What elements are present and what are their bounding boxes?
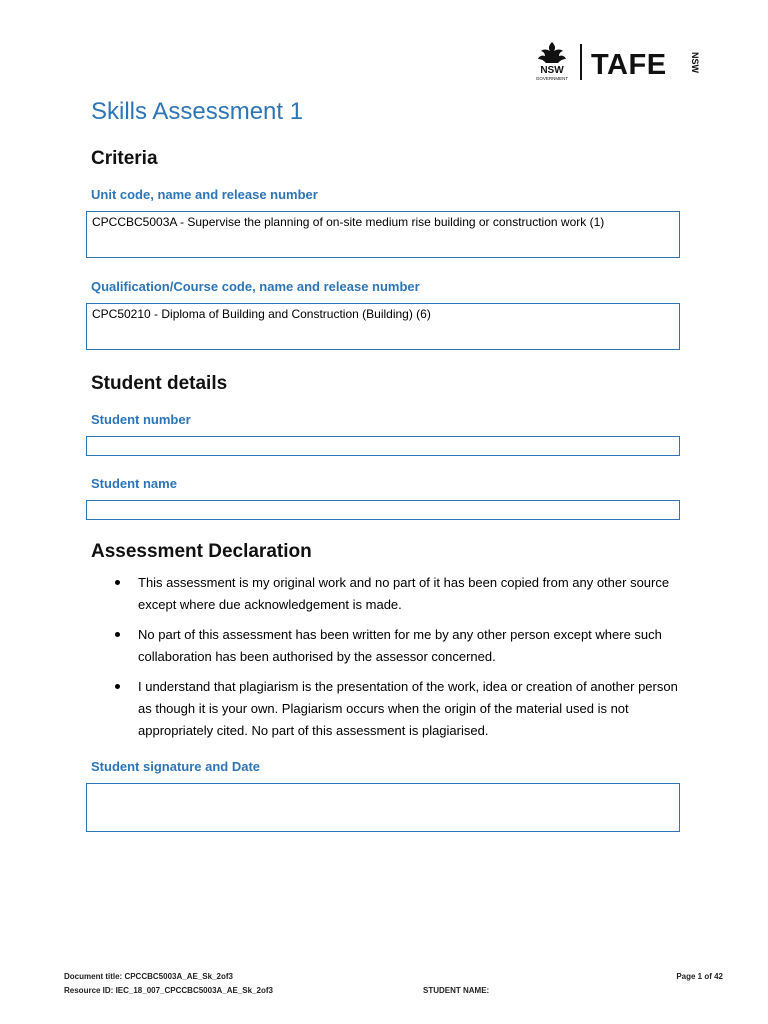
svg-text:NSW: NSW (690, 52, 700, 73)
footer-student-name: STUDENT NAME: (423, 986, 490, 995)
unit-value: CPCCBC5003A - Supervise the planning of on-site medium rise building or construction work (1) (92, 215, 605, 229)
qualification-value: CPC50210 - Diploma of Building and Construction (Building) (6) (92, 307, 431, 321)
student-name-value (87, 501, 679, 505)
student-details-heading: Student details (91, 373, 228, 394)
declaration-list (112, 572, 682, 750)
tafe-logo-text: TAFE (591, 49, 667, 81)
signature-field[interactable] (86, 783, 680, 832)
nsw-government-logo (530, 40, 574, 82)
student-name-field[interactable] (86, 500, 680, 520)
qualification-field[interactable] (86, 303, 680, 350)
footer-resource-id: Resource ID: IEC_18_007_CPCCBC5003A_AE_Sk_2of3 (64, 986, 273, 995)
qualification-label: Qualification/Course code, name and release number (91, 279, 420, 294)
bullet-icon (115, 580, 120, 585)
document-title: Skills Assessment 1 (91, 98, 304, 125)
declaration-item (112, 676, 682, 742)
logo-divider (580, 44, 582, 80)
unit-field[interactable] (86, 211, 680, 258)
criteria-heading: Criteria (91, 148, 158, 169)
footer-page-number: Page 1 of 42 (676, 972, 723, 981)
declaration-item (112, 624, 682, 668)
declaration-heading: Assessment Declaration (91, 541, 312, 562)
bullet-icon (115, 684, 120, 689)
bullet-icon (115, 632, 120, 637)
declaration-item-text: This assessment is my original work and no part of it has been copied from any other source except where due acknowledgement is made. (138, 575, 670, 612)
declaration-item-text: I understand that plagiarism is the presentation of the work, idea or creation of another person as though it is your own. Plagiarism occurs when the origin of the material used is not appropriately cited. No part of this assessment is plagiarised. (138, 679, 678, 738)
student-number-value (87, 437, 679, 441)
declaration-item (112, 572, 682, 616)
student-name-label: Student name (91, 476, 177, 491)
signature-value (87, 784, 679, 788)
student-number-label: Student number (91, 412, 191, 427)
tafe-logo-nsw (682, 51, 700, 79)
logo-nsw-text: NSW (540, 65, 564, 76)
unit-label: Unit code, name and release number (91, 187, 318, 202)
footer-document-title: Document title: CPCCBC5003A_AE_Sk_2of3 (64, 972, 233, 981)
logo-nsw-sub: GOVERNMENT (535, 76, 569, 81)
waratah-icon (538, 42, 566, 63)
student-number-field[interactable] (86, 436, 680, 456)
declaration-item-text: No part of this assessment has been written for me by any other person except where such collaboration has been authorised by the assessor concerned. (138, 627, 662, 664)
signature-label: Student signature and Date (91, 759, 261, 774)
